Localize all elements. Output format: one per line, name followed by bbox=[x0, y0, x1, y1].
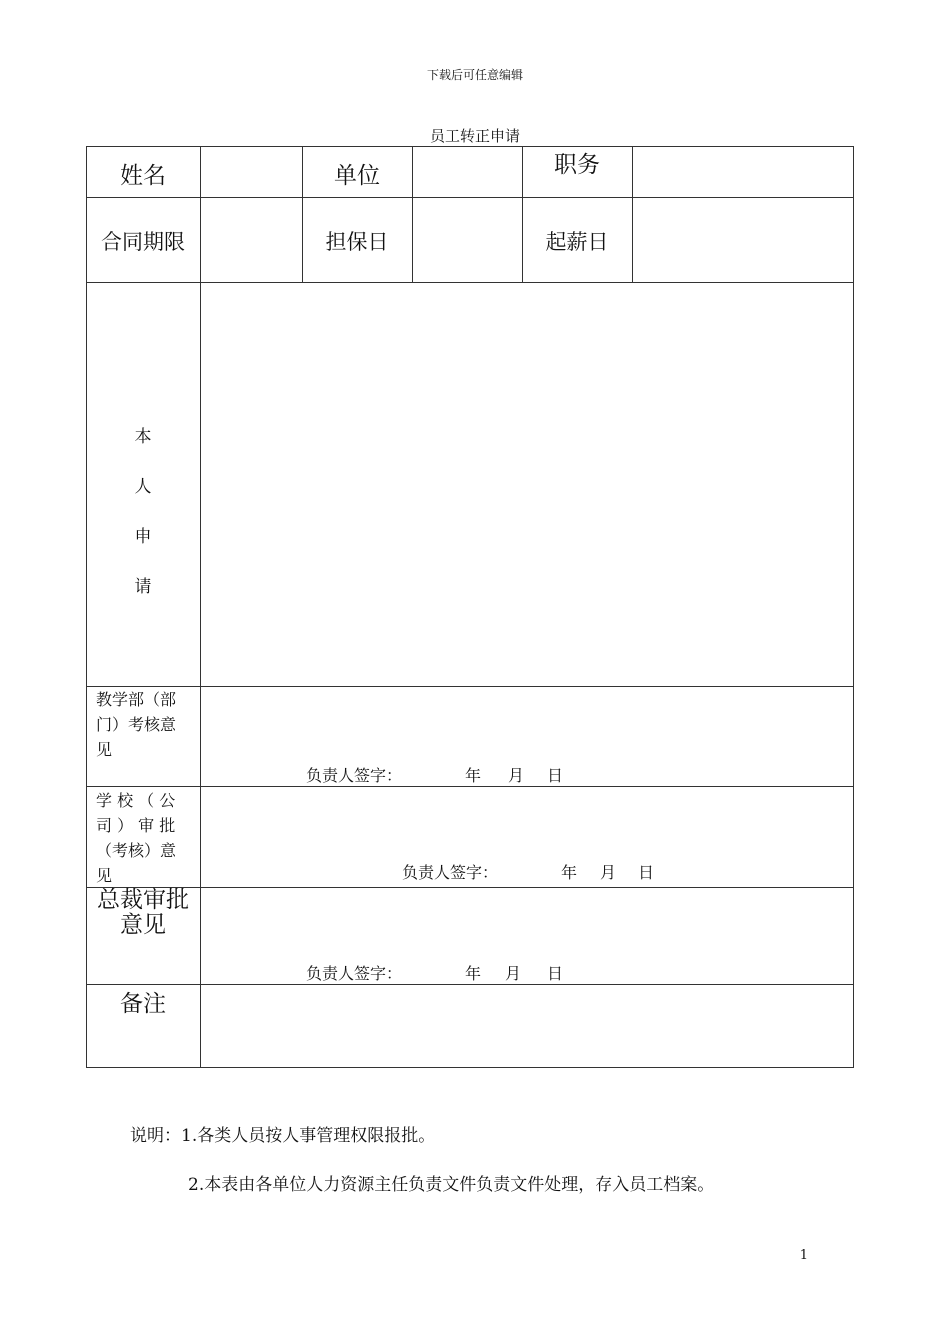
dept-review-label-line: 见 bbox=[96, 740, 113, 759]
president-signature-year: 年 bbox=[465, 964, 482, 983]
unit-label: 单位 bbox=[334, 163, 380, 189]
president-review-field[interactable] bbox=[201, 888, 853, 984]
note-line-1: 说明：1.各类人员按人事管理权限报批。 bbox=[130, 1126, 436, 1146]
school-review-label-line: （考核）意 bbox=[96, 841, 177, 860]
school-review-label-line: 见 bbox=[96, 866, 113, 885]
school-signature-day: 日 bbox=[638, 863, 655, 882]
school-signature-label: 负责人签字： bbox=[402, 863, 499, 882]
contract-period-field[interactable] bbox=[201, 198, 302, 282]
school-signature-month: 月 bbox=[600, 863, 617, 882]
president-signature-day: 日 bbox=[547, 964, 564, 983]
president-review-label-line: 意见 bbox=[120, 912, 166, 938]
self-application-field[interactable] bbox=[201, 283, 853, 686]
self-application-char-2: 人 bbox=[134, 477, 152, 497]
school-review-label-line: 学 校 （ 公 bbox=[96, 791, 176, 810]
name-field[interactable] bbox=[201, 147, 302, 197]
dept-review-label bbox=[96, 687, 196, 762]
school-review-label-line: 司 ） 审 批 bbox=[96, 816, 176, 835]
note-line-2: 2.本表由各单位人力资源主任负责文件负责文件处理，存入员工档案。 bbox=[188, 1175, 715, 1195]
remarks-field[interactable] bbox=[201, 985, 853, 1067]
salary-start-field[interactable] bbox=[633, 198, 853, 282]
unit-field[interactable] bbox=[413, 147, 522, 197]
dept-signature-year: 年 bbox=[465, 766, 482, 785]
president-signature-month: 月 bbox=[505, 964, 522, 983]
dept-review-label-line: 门）考核意 bbox=[96, 715, 177, 734]
self-application-char-1: 本 bbox=[134, 427, 152, 447]
self-application-char-3: 申 bbox=[134, 527, 152, 547]
salary-start-label: 起薪日 bbox=[545, 230, 609, 254]
position-field[interactable] bbox=[633, 147, 853, 197]
position-label: 职务 bbox=[554, 152, 600, 178]
president-review-label-line: 总裁审批 bbox=[97, 887, 189, 913]
guarantee-date-label: 担保日 bbox=[325, 230, 389, 254]
school-review-label bbox=[96, 788, 196, 888]
header-note: 下载后可任意编辑 bbox=[426, 68, 523, 82]
contract-period-label: 合同期限 bbox=[101, 230, 185, 254]
guarantee-date-field[interactable] bbox=[413, 198, 522, 282]
dept-signature-label: 负责人签字： bbox=[306, 766, 403, 785]
dept-review-label-line: 教学部（部 bbox=[96, 690, 177, 709]
school-review-field[interactable] bbox=[201, 787, 853, 887]
page-number: 1 bbox=[799, 1248, 808, 1263]
dept-signature-day: 日 bbox=[547, 766, 564, 785]
document-title: 员工转正申请 bbox=[429, 127, 520, 145]
president-signature-label: 负责人签字： bbox=[306, 964, 403, 983]
dept-review-field[interactable] bbox=[201, 687, 853, 786]
remarks-label: 备注 bbox=[120, 991, 166, 1017]
name-label: 姓名 bbox=[120, 163, 166, 189]
school-signature-year: 年 bbox=[561, 863, 578, 882]
president-review-label bbox=[86, 888, 200, 938]
dept-signature-month: 月 bbox=[508, 766, 525, 785]
self-application-char-4: 请 bbox=[134, 577, 152, 597]
